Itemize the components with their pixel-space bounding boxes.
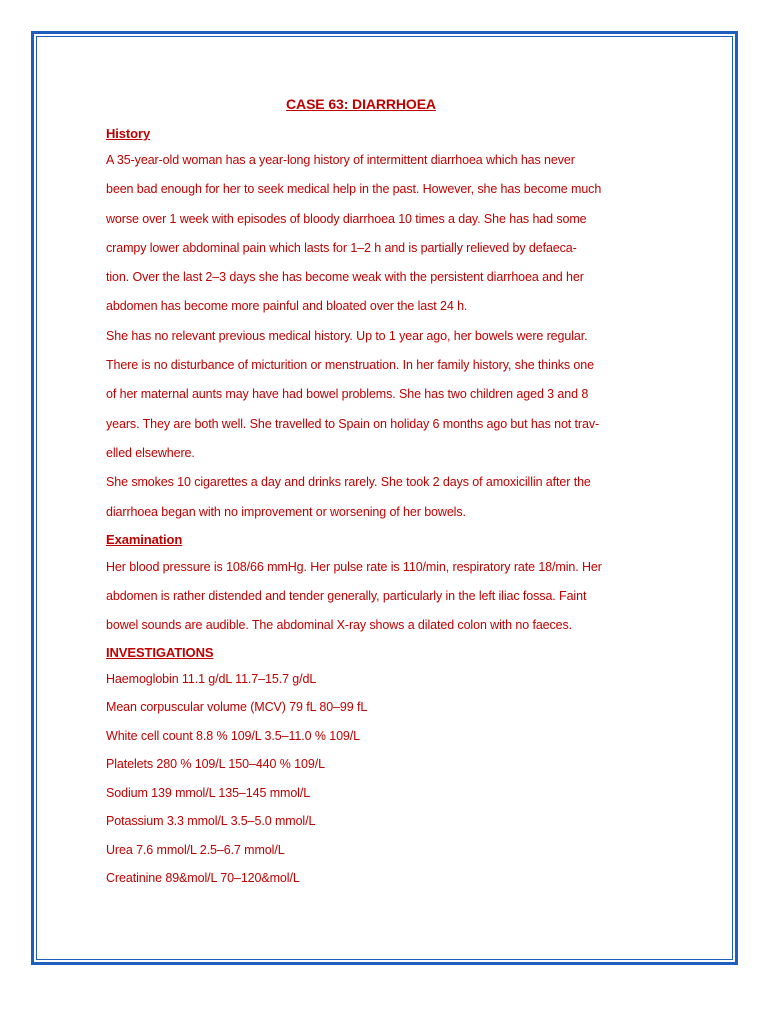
history-line: of her maternal aunts may have had bowel problems. She has two children aged 3 and 8 — [106, 387, 589, 402]
history-line: diarrhoea began with no improvement or worsening of her bowels. — [106, 504, 466, 519]
investigation-item: White cell count 8.8 % 109/L 3.5–11.0 % 109/L — [106, 728, 361, 743]
history-line: crampy lower abdominal pain which lasts for 1–2 h and is partially relieved by defaeca- — [106, 240, 577, 255]
history-line: She smokes 10 cigarettes a day and drinks rarely. She took 2 days of amoxicillin after the — [106, 475, 591, 490]
examination-section — [106, 553, 636, 641]
document-title: CASE 63: DIARRHOEA — [286, 96, 436, 112]
history-line: worse over 1 week with episodes of bloody diarrhoea 10 times a day. She has had some — [106, 211, 587, 226]
investigation-item: Mean corpuscular volume (MCV) 79 fL 80–99 fL — [106, 700, 368, 715]
investigation-item: Haemoglobin 11.1 g/dL 11.7–15.7 g/dL — [106, 671, 317, 686]
history-line: A 35-year-old woman has a year-long history of intermittent diarrhoea which has never — [106, 153, 575, 167]
examination-line: bowel sounds are audible. The abdominal X-ray shows a dilated colon with no faeces. — [106, 618, 573, 633]
history-line: elled elsewhere. — [106, 445, 195, 460]
history-line: been bad enough for her to seek medical help in the past. However, she has become much — [106, 182, 602, 197]
examination-line: abdomen is rather distended and tender generally, particularly in the left iliac fossa. Faint — [106, 589, 587, 604]
history-line: There is no disturbance of micturition or menstruation. In her family history, she thinks one — [106, 358, 594, 373]
history-line: She has no relevant previous medical history. Up to 1 year ago, her bowels were regular. — [106, 328, 588, 343]
investigations-list — [106, 665, 636, 893]
investigation-item: Urea 7.6 mmol/L 2.5–6.7 mmol/L — [106, 842, 285, 857]
history-heading: History — [106, 126, 151, 141]
investigation-item: Sodium 139 mmol/L 135–145 mmol/L — [106, 785, 311, 800]
investigations-heading: INVESTIGATIONS — [106, 644, 214, 660]
examination-line: Her blood pressure is 108/66 mmHg. Her pulse rate is 110/min, respiratory rate 18/min. Her — [106, 559, 602, 574]
investigation-item: Platelets 280 % 109/L 150–440 % 109/L — [106, 757, 325, 772]
history-line: abdomen has become more painful and bloated over the last 24 h. — [106, 299, 468, 314]
history-line: years. They are both well. She travelled to Spain on holiday 6 months ago but has not trav- — [106, 416, 600, 431]
history-line: tion. Over the last 2–3 days she has become weak with the persistent diarrhoea and her — [106, 270, 584, 285]
history-section — [106, 146, 636, 527]
investigation-item: Potassium 3.3 mmol/L 3.5–5.0 mmol/L — [106, 814, 316, 829]
examination-heading: Examination — [106, 531, 183, 547]
document-content — [106, 90, 636, 893]
investigation-item: Creatinine 89&mol/L 70–120&mol/L — [106, 871, 300, 886]
